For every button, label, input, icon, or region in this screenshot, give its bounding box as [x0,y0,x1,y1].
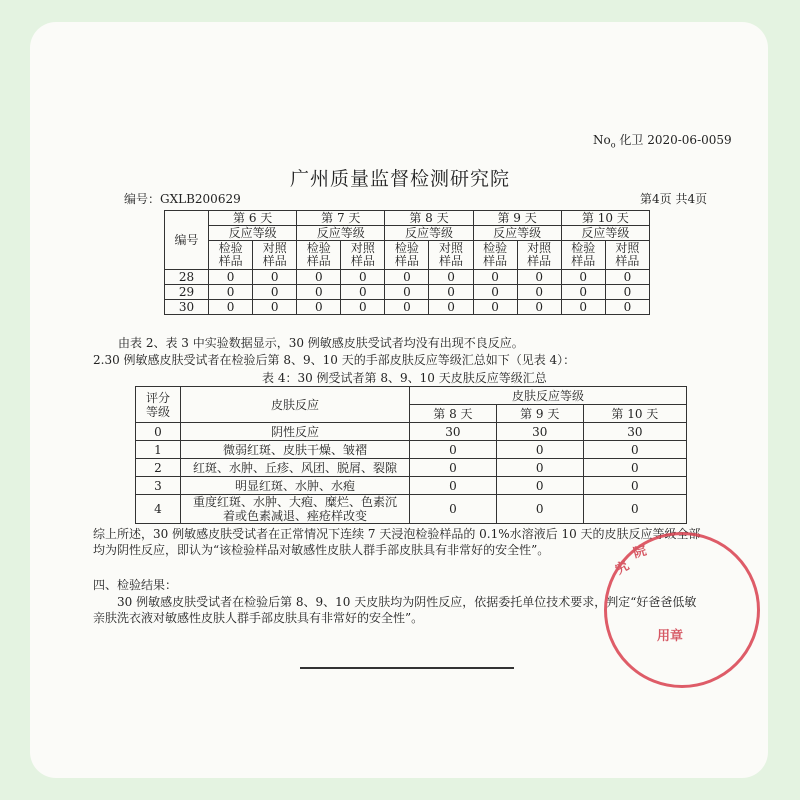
cell-value: 0 [297,300,341,315]
cell-value: 0 [605,270,649,285]
table-row [165,300,650,315]
cell-value: 0 [429,285,473,300]
table-row [136,477,687,495]
paragraph-result-2: 2.30 例敏感皮肤受试者在检验后第 8、9、10 天的手部皮肤反应等级汇总如下（见表 4）： [93,353,576,367]
cell-value: 0 [473,300,517,315]
control-header: 对照 样品 [341,241,385,270]
cell-value: 0 [561,285,605,300]
table-row [165,270,650,285]
cell-value: 0 [410,477,497,495]
cell-value: 0 [517,285,561,300]
page-info: 第4页 共4页 [640,192,708,206]
cell-value: 0 [583,477,686,495]
table4-caption: 表 4：30 例受试者第 8、9、10 天皮肤反应等级汇总 [262,371,547,385]
grade-header: 反应等级 [297,226,385,241]
score-cell: 1 [136,441,181,459]
day-header: 第 7 天 [297,211,385,226]
cell-value: 0 [429,270,473,285]
reaction-cell: 重度红斑、水肿、大疱、糜烂、色素沉 着或色素减退、痤疮样改变 [181,495,410,524]
cell-value: 0 [496,441,583,459]
grade-header: 反应等级 [385,226,473,241]
control-header: 对照 样品 [429,241,473,270]
cell-value: 0 [410,495,497,524]
grade-header: 反应等级 [561,226,649,241]
day-header: 第 9 天 [496,405,583,423]
day-header: 第 9 天 [473,211,561,226]
score-cell: 3 [136,477,181,495]
cell-value: 0 [517,300,561,315]
seal-text-2: 院 [631,543,649,562]
table-row [136,441,687,459]
cell-value: 0 [341,300,385,315]
cell-value: 30 [583,423,686,441]
day-header: 第 6 天 [209,211,297,226]
cell-value: 0 [496,477,583,495]
day-header: 第 8 天 [410,405,497,423]
sample-header: 检验 样品 [209,241,253,270]
control-header: 对照 样品 [517,241,561,270]
cell-value: 0 [410,459,497,477]
official-seal [604,532,760,688]
cell-value: 0 [253,285,297,300]
table-row [136,459,687,477]
sample-header: 检验 样品 [561,241,605,270]
cell-value: 0 [410,441,497,459]
cell-value: 0 [341,270,385,285]
cell-value: 0 [473,270,517,285]
cell-value: 0 [297,270,341,285]
document-title: 广州质量监督检测研究院 [289,168,510,190]
cell-value: 30 [496,423,583,441]
cell-value: 0 [253,300,297,315]
cell-value: 0 [583,495,686,524]
cell-value: 30 [410,423,497,441]
grade-header: 反应等级 [473,226,561,241]
document-number: $No_o$ 化卫 2020-06-0059 [593,133,732,150]
row-id: 30 [165,300,209,315]
section4-title: 四、检验结果： [93,578,178,592]
cell-value: 0 [253,270,297,285]
cell-value: 0 [517,270,561,285]
cell-value: 0 [583,459,686,477]
reaction-header: 皮肤反应 [181,387,410,423]
row-id: 28 [165,270,209,285]
summary-paragraph: 综上所述，30 例敏感皮肤受试者在正常情况下连续 7 天浸泡检验样品的 0.1%水溶液后 10 天的皮肤反应等级全部均为阴性反应，即认为“该检验样品对敏感性皮肤人群手部皮肤具有非常好的安全性”。 [93,527,701,557]
reaction-cell: 微弱红斑、皮肤干燥、皱褶 [181,441,410,459]
paragraph-result-1: 由表 2、表 3 中实验数据显示，30 例敏感皮肤受试者均没有出现不良反应。 [118,336,524,350]
grade-header: 反应等级 [209,226,297,241]
end-rule [300,667,514,669]
score-cell: 4 [136,495,181,524]
seal-text-3: 用章 [657,629,684,644]
id-header: 编号 [165,211,209,270]
day-header: 第 10 天 [561,211,649,226]
table-row [136,495,687,524]
sample-header: 检验 样品 [385,241,429,270]
cell-value: 0 [429,300,473,315]
cell-value: 0 [605,300,649,315]
serial-number: 编号：GXLB200629 [124,192,241,206]
score-cell: 2 [136,459,181,477]
control-header: 对照 样品 [605,241,649,270]
seal-text-1: 究 [613,558,632,578]
table-row [165,285,650,300]
grade-group-header: 皮肤反应等级 [410,387,687,405]
control-header: 对照 样品 [253,241,297,270]
cell-value: 0 [561,270,605,285]
reaction-cell: 阴性反应 [181,423,410,441]
cell-value: 0 [209,285,253,300]
cell-value: 0 [297,285,341,300]
table-row [136,423,687,441]
row-id: 29 [165,285,209,300]
cell-value: 0 [496,459,583,477]
cell-value: 0 [561,300,605,315]
score-cell: 0 [136,423,181,441]
reaction-cell: 明显红斑、水肿、水疱 [181,477,410,495]
day-header: 第 10 天 [583,405,686,423]
cell-value: 0 [385,285,429,300]
score-header: 评分 等级 [136,387,181,423]
daily-reaction-table [164,210,650,315]
reaction-cell: 红斑、水肿、丘疹、风团、脱屑、裂隙 [181,459,410,477]
cell-value: 0 [385,300,429,315]
section4-body: 30 例敏感皮肤受试者在检验后第 8、9、10 天皮肤均为阴性反应，依据委托单位技术要求，判定“好爸爸低敏亲肤洗衣液对敏感性皮肤人群手部皮肤具有非常好的安全性”。 [93,595,697,625]
day-header: 第 8 天 [385,211,473,226]
cell-value: 0 [209,300,253,315]
cell-value: 0 [385,270,429,285]
reaction-summary-table [135,386,687,524]
cell-value: 0 [583,441,686,459]
cell-value: 0 [605,285,649,300]
cell-value: 0 [341,285,385,300]
cell-value: 0 [473,285,517,300]
cell-value: 0 [496,495,583,524]
sample-header: 检验 样品 [297,241,341,270]
cell-value: 0 [209,270,253,285]
sample-header: 检验 样品 [473,241,517,270]
